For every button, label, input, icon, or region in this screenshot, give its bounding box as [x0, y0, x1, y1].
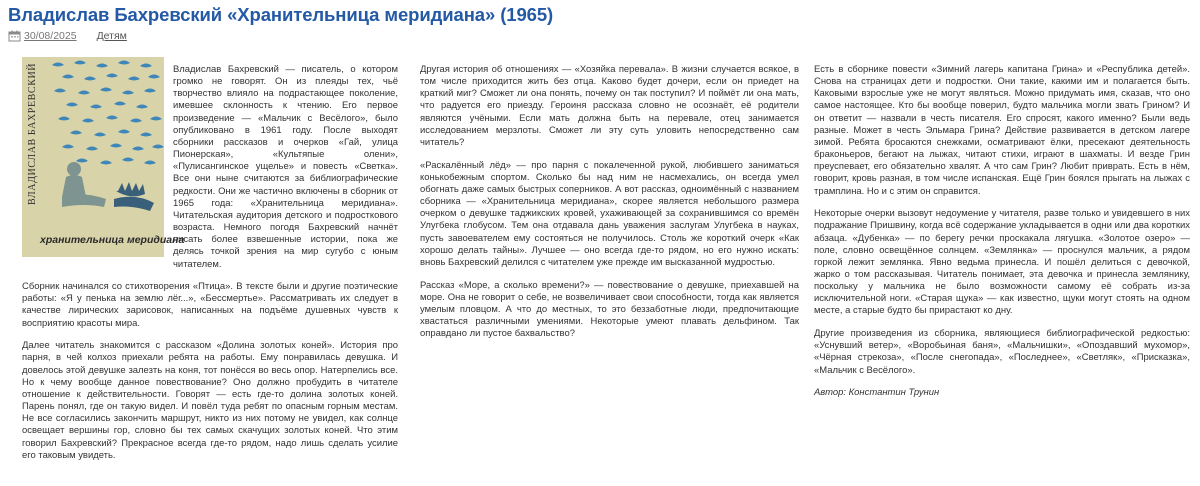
col2-paragraph-3: Рассказ «Море, а сколько времени?» — повествование о девушке, приехавшей на море. Она не говорит о себе, не возвеличивает свои способности, тогда как является умелым пловцом. А что до местных, то это беззаботные люди, предпочитающие хвастаться различными умениями. Некоторые умеют плавать дельфином. Так оправдано ли пустое бахвальство?: [420, 279, 799, 340]
col3-paragraph-1: Есть в сборнике повести «Зимний лагерь капитана Грина» и «Республика детей». Снова на страницах дети и подростки. Они такие, какими им и полагается быть. Каковыми взрослые уже не могут являться. Можно придумать имя, сказав, что оно самое настоящее. Кто бы вообще поверил, будто мальчика могли звать Грином? И он ответит — назвали в честь писателя. Его спросят, какого именно? Были ведь разные. Может в честь Эльмара Грина? Действие развивается в детском лагере зимой. Ребята бросаются снежками, осматривают ёлки, пресекают деятельность браконьеров, бегают на лыжах, читают стихи, играют в шахматы. И везде Грин преуспевает, его обязательно хвалят. А что сам Грин? Любит приврать. Есть в нём, говорит, кровь разная, в том числе испанская. Ещё Грин боялся прыгать на лыжах с трамплина. Но и с этим он справится.: [814, 64, 1190, 197]
book-cover-image: [22, 57, 185, 257]
col2-paragraph-1: Другая история об отношениях — «Хозяйка перевала». В жизни случается всякое, в том числе приходится жить без отца. Каково будет дочери, если он приедет на краткий миг? Сможет ли она понять, почему он так поступил? И поймёт ли она мать, что радуется его приезду. Героиня рассказа словно не осознаёт, её родители являются учёными. Если мать должна быть на перевале, отец занимается исследованием мерзлоты. Сможет ли эту суть уловить непосредственно сам читатель?: [420, 64, 799, 148]
article-column-2: [420, 64, 799, 351]
calendar-icon: [8, 30, 21, 42]
col3-paragraph-3: Другие произведения из сборника, являющиеся библиографической редкостью: «Уснувший ветер», «Воробьиная баня», «Мальчишки», «Опоздавший мухомор», «Чёрная стрекоза», «После снегопада», «Последнее», «Светляк», «Присказка», «Мальчик с Весёлого».: [814, 328, 1190, 376]
article-column-1: [22, 64, 398, 472]
article-meta: [8, 30, 127, 42]
article-author: Автор: Константин Трунин: [814, 387, 940, 399]
col2-paragraph-2: «Раскалённый лёд» — про парня с покалеченной рукой, любившего заниматься конькобежным спортом. Сколько бы над ним не насмехались, он всегда умел обогнать даже самых быстрых соперников. А вот рассказ, одноимённый с названием сборника — «Хранительница меридиана», скорее является небольшого размера очерком о девушке таджикских кровей, ухаживающей за сохранившимся со времён Улугбека глобусом. Тем она отдавала дань уважения заслугам Улугбека в науках, пусть завоевателем ему состояться не получилось. Столь же короткий очерк «Как хорошо делать тайны». Лучшее — оно всегда где-то рядом, но его нужно искать: вновь Бахревский делился с читателем уже прежде им высказанной мудростью.: [420, 159, 799, 268]
cover-author-text: ВЛАДИСЛАВ БАХРЕВСКИЙ: [27, 62, 38, 205]
cover-title-text: хранительница меридиана: [40, 234, 185, 246]
col1-paragraph-1: Владислав Бахревский — писатель, о котором громко не говорят. Он из плеяды тех, чьё творчество влияло на подрастающее поколение, имевшее склонность к чтению. Его первое произведение — «Мальчик с Весёлого», было опубликовано в 1961 году. После выходят сборники рассказов и очерков «Гай, улица Пионерская», «Культяпые олени», «Пулисангинское ущелье» и повесть «Светка». Все они ныне считаются за библиографические редкости. Они же частично включены в сборник от 1965 года: «Хранительница меридиана». Читательская аудитория детского и подросткового возраста. Немного погодя Бахревский начнёт писать более взвешенные истории, пока же делясь точкой зрения на мир сугубо с юным читателем.: [173, 64, 398, 270]
article-column-3: [814, 64, 1190, 410]
article-date[interactable]: 30/08/2025: [24, 30, 77, 42]
col3-paragraph-2: Некоторые очерки вызовут недоумение у читателя, разве только и увидевшего в них подражание Пришвину, когда всё содержание укладывается в одни или два коротких абзаца. «Дубенка» — по берегу речки проскакала лягушка. «Золотое озеро» — поле, словно освещённое солнцем. «Землянка» — проснулся мальчик, а рядом горкой лежит землянка. Явно ведьма принесла. И пошёл делиться с девочкой, жарко о том рассказывая. Читатель понимает, эта девочка и принесла землянику, поскольку у мальчика не было возможности самому её собрать из-за исключительной ноги. «Старая щука» — как известно, щуки могут стоять на одном месте, а старые будто бы прирастают ко дну.: [814, 208, 1190, 317]
article-category-link[interactable]: Детям: [96, 30, 127, 42]
col1-paragraph-2: Сборник начинался со стихотворения «Птица». В тексте были и другие поэтические работы: «Я у пенька на землю лёг...», «Бессмертье». Рассматривать их следует в качестве лирических зарисовок, написанных на подъёме душевных чувств к восприятию красоты мира.: [22, 281, 398, 329]
article-title[interactable]: Владислав Бахревский «Хранительница меридиана» (1965): [8, 4, 554, 25]
col1-paragraph-3: Далее читатель знакомится с рассказом «Долина золотых коней». История про парня, в чей колхоз приехали ребята на работы. Ему понравилась девушка. И довелось этой девушке залезть на коня, тот понёсся во весь опор. Натерпелись все. Но к чему вообще данное повествование? Оно должно пробудить в читателе отношение к действительности. Говорят — есть где-то долина золотых коней. Парень понял, где он такую видел. И повёл туда ребят по опасным горным местам. Не все согласились закончить маршрут, никто из них потому не увидел, как солнце освещает вершины гор, словно бы тех самых скачущих золотых коней. Что этим говорил Бахревский? Прекрасное всегда где-то рядом, надо лишь сделать усилие его таковым увидеть.: [22, 340, 398, 461]
